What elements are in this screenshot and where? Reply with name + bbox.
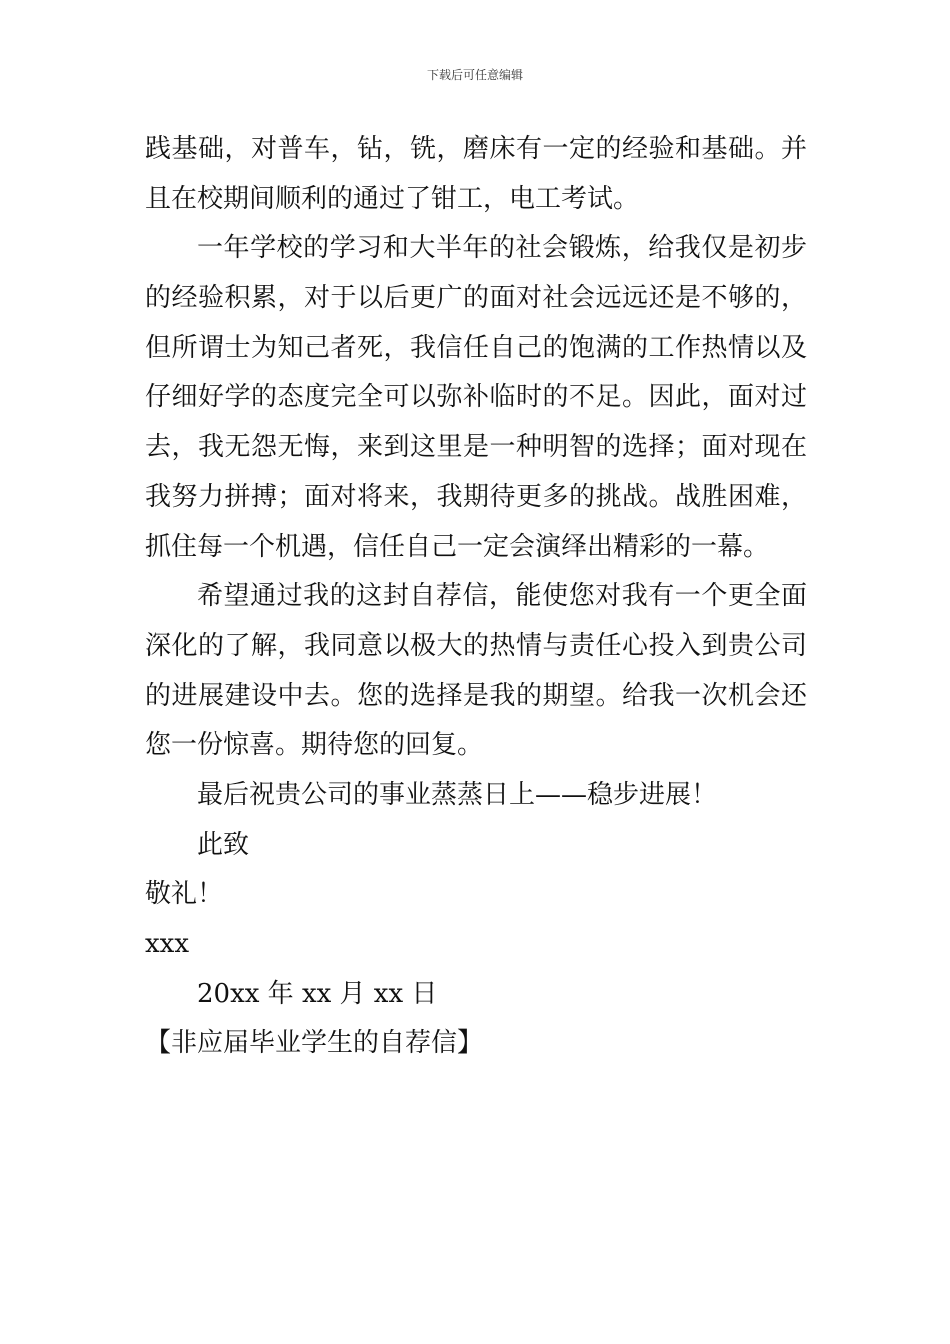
paragraph-line: 我努力拼搏；面对将来，我期待更多的挑战。战胜困难， <box>145 481 807 512</box>
closing-salutation: 此致 <box>197 829 250 860</box>
section-title: 【非应届毕业学生的自荐信】 <box>145 1028 484 1059</box>
paragraph-line: 去，我无怨无悔，来到这里是一种明智的选择；面对现在 <box>145 432 807 463</box>
paragraph-line: 希望通过我的这封自荐信，能使您对我有一个更全面 <box>197 581 807 612</box>
paragraph-line: 仔细好学的态度完全可以弥补临时的不足。因此，面对过 <box>145 382 807 413</box>
paragraph-line: 深化的了解，我同意以极大的热情与责任心投入到贵公司 <box>145 630 807 661</box>
paragraph-line: 践基础，对普车，钻，铣，磨床有一定的经验和基础。并 <box>145 134 807 164</box>
closing-regards: 敬礼！ <box>145 879 224 910</box>
paragraph-line: 一年学校的学习和大半年的社会锻炼，给我仅是初步 <box>197 233 807 264</box>
paragraph-line: 的进展建设中去。您的选择是我的期望。给我一次机会还 <box>145 680 807 711</box>
paragraph-line: 的经验积累，对于以后更广的面对社会远远还是不够的， <box>145 283 807 314</box>
paragraph-line: 您一份惊喜。期待您的回复。 <box>145 730 484 761</box>
signature: xxx <box>145 929 189 959</box>
paragraph-line: 且在校期间顺利的通过了钳工，电工考试。 <box>145 183 640 214</box>
header-note: 下载后可任意编辑 <box>426 68 523 82</box>
paragraph-line: 抓住每一个机遇，信任自己一定会演绎出精彩的一幕。 <box>145 531 770 562</box>
paragraph-line: 但所谓士为知己者死，我信任自己的饱满的工作热情以及 <box>145 332 807 363</box>
letter-body <box>145 125 807 1069</box>
closing-wish: 最后祝贵公司的事业蒸蒸日上——稳步进展！ <box>197 779 718 810</box>
letter-date: 20xx 年 xx 月 xx 日 <box>197 978 438 1009</box>
